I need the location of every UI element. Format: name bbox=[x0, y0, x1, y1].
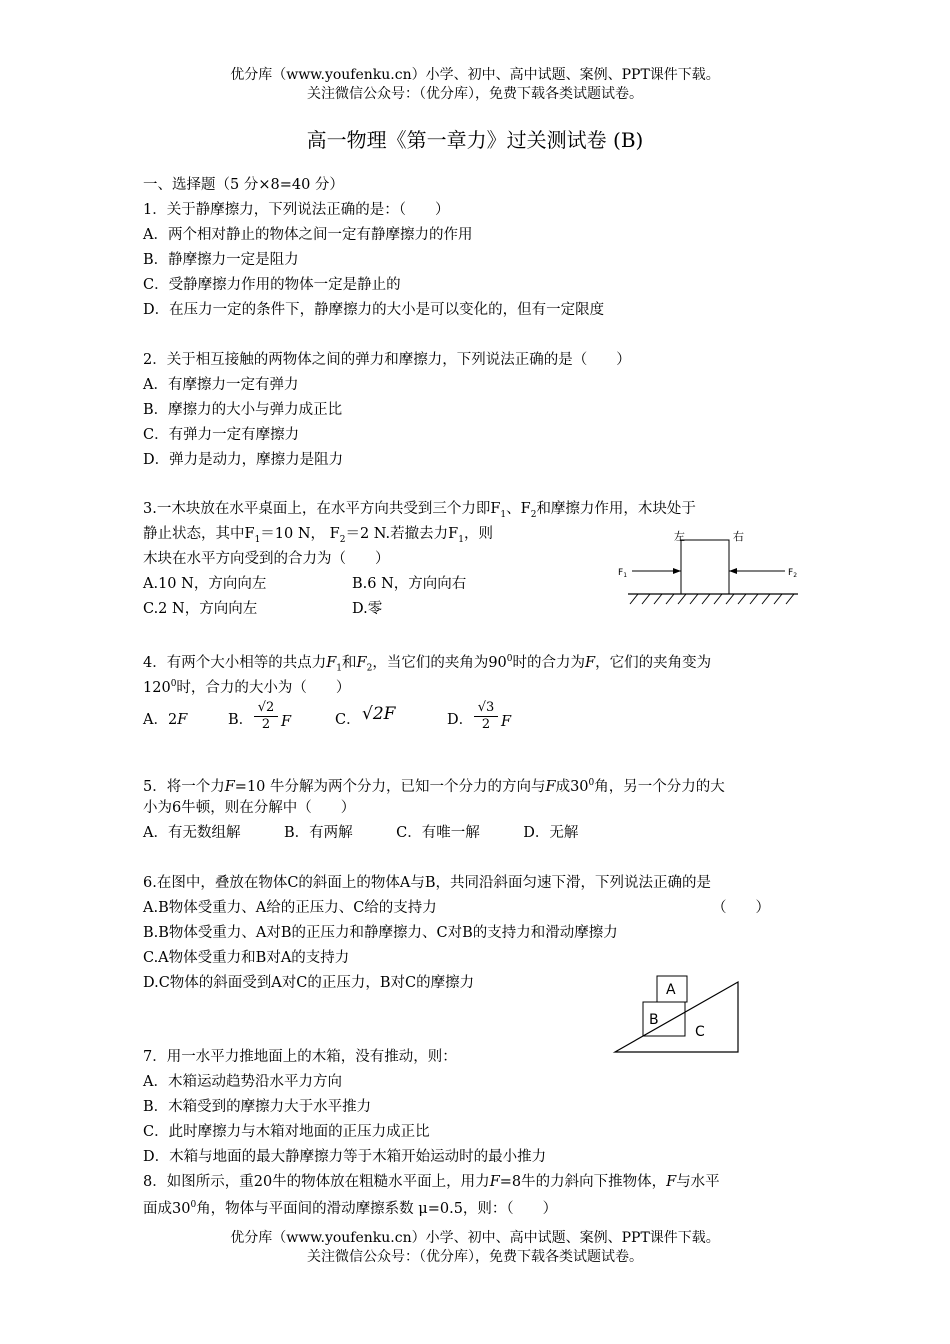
q6-incline-c bbox=[615, 982, 738, 1052]
q4-option-d-label: D． bbox=[447, 712, 474, 728]
q2-option-c: C．有弹力一定有摩擦力 bbox=[143, 427, 300, 443]
q6-stem: 6.在图中，叠放在物体C的斜面上的物体A与B，共同沿斜面匀速下滑，下列说法正确的是 bbox=[143, 875, 712, 891]
q3-f1-arrowhead bbox=[673, 568, 681, 574]
page-footer-line2: 关注微信公众号：（优分库），免费下载各类试题试卷。 bbox=[307, 1249, 643, 1265]
q3-figure-right-label: 右 bbox=[733, 530, 744, 543]
q4-stem-line1: 4．有两个大小相等的共点力$F_1$和$F_2$，当它们的夹角为$90^0$时的合力为F，它们的夹角变为 bbox=[143, 654, 712, 674]
q3-block-figure bbox=[610, 526, 810, 616]
q6-incline-figure bbox=[610, 972, 745, 1056]
page-header-line1: 优分库（www.youfenku.cn）小学、初中、高中试题、案例、PPT课件下载。 bbox=[230, 67, 720, 83]
q6-option-d: D.C物体的斜面受到A对C的正压力，B对C的摩擦力 bbox=[143, 975, 475, 991]
q3-stem-line1: 3.一木块放在水平桌面上，在水平方向共受到三个力即$F_1$、$F_2$和摩擦力作用，木块处于 bbox=[143, 501, 696, 520]
q1-option-a: A．两个相对静止的物体之间一定有静摩擦力的作用 bbox=[143, 227, 473, 243]
q4-option-c-expr: √2F bbox=[362, 704, 396, 724]
q8-stem-line2: 面成$30^0$角，物体与平面间的滑动摩擦系数 μ=0.5，则：（ ） bbox=[143, 1200, 558, 1217]
q4-option-b-label: B． bbox=[228, 712, 254, 728]
q6-label-b: B bbox=[649, 1012, 659, 1028]
q5-stem-line1: 5．将一个力F=10 牛分解为两个分力，已知一个分力的方向与F成$30^0$角，另一个分力的大 bbox=[143, 778, 725, 795]
q7-option-a: A．木箱运动趋势沿水平力方向 bbox=[143, 1074, 342, 1090]
svg-text:F1: $F_1$ bbox=[618, 568, 628, 579]
q7-stem: 7．用一水平力推地面上的木箱，没有推动，则： bbox=[143, 1049, 457, 1065]
q4-option-c-label: C． bbox=[335, 712, 361, 728]
q6-option-c: C.A物体受重力和B对A的支持力 bbox=[143, 950, 350, 966]
q4-option-d-fraction: √3 2 bbox=[474, 700, 498, 733]
q1-option-c: C．受静摩擦力作用的物体一定是静止的 bbox=[143, 277, 401, 293]
q4-option-b-fraction: √2 2 bbox=[254, 700, 278, 733]
q5-stem-line2: 小为6牛顿，则在分解中（ ） bbox=[143, 800, 356, 816]
q3-stem-line2: 静止状态，其中$F_1=10$ N， $F_2=2$ N.若撤去力$F_1$，则 bbox=[143, 526, 493, 545]
q4-option-b-var: F bbox=[281, 714, 292, 730]
q1-option-b: B．静摩擦力一定是阻力 bbox=[143, 252, 299, 268]
q3-option-c: C.2 N，方向向左 bbox=[143, 601, 258, 617]
q2-option-b: B．摩擦力的大小与弹力成正比 bbox=[143, 402, 343, 418]
q7-option-b: B．木箱受到的摩擦力大于水平推力 bbox=[143, 1099, 372, 1115]
q4-option-d-var: F bbox=[501, 714, 512, 730]
q1-stem: 1．关于静摩擦力，下列说法正确的是：（ ） bbox=[143, 202, 450, 218]
q3-f2-arrowhead bbox=[729, 568, 737, 574]
q6-answer-paren: （ ） bbox=[712, 900, 770, 916]
page-footer-line1: 优分库（www.youfenku.cn）小学、初中、高中试题、案例、PPT课件下载。 bbox=[230, 1230, 720, 1246]
q2-stem: 2．关于相互接触的两物体之间的弹力和摩擦力，下列说法正确的是（ ） bbox=[143, 352, 631, 368]
q8-stem-line1: 8．如图所示，重20牛的物体放在粗糙水平面上，用力F=8牛的力斜向下推物体，F与水平 bbox=[143, 1174, 720, 1190]
page-title: 高一物理《第一章力》过关测试卷 (B) bbox=[306, 128, 644, 152]
q7-option-d: D．木箱与地面的最大静摩擦力等于木箱开始运动时的最小推力 bbox=[143, 1149, 547, 1165]
q6-label-c: C bbox=[695, 1024, 705, 1040]
q5-options: A．有无数组解 B．有两解 C．有唯一解 D．无解 bbox=[143, 825, 579, 841]
q3-figure-left-label: 左 bbox=[674, 530, 685, 543]
q3-option-d: D.零 bbox=[352, 601, 383, 617]
q2-option-a: A．有摩擦力一定有弹力 bbox=[143, 377, 299, 393]
page-header-line2: 关注微信公众号：（优分库），免费下载各类试题试卷。 bbox=[307, 86, 643, 102]
section-heading: 一、选择题（5 分×8=40 分） bbox=[143, 177, 344, 193]
q2-option-d: D．弹力是动力，摩擦力是阻力 bbox=[143, 452, 344, 468]
q6-label-a: A bbox=[666, 982, 676, 998]
q1-option-d: D．在压力一定的条件下，静摩擦力的大小是可以变化的，但有一定限度 bbox=[143, 302, 605, 318]
q6-option-a: A.B物体受重力、A给的正压力、C给的支持力 bbox=[143, 900, 437, 916]
svg-text:F2: $F_2$ bbox=[788, 568, 798, 579]
q6-option-b: B.B物体受重力、A对B的正压力和静摩擦力、C对B的支持力和滑动摩擦力 bbox=[143, 925, 618, 941]
q4-option-a: A．2F bbox=[143, 712, 188, 728]
q3-option-a: A.10 N，方向向左 bbox=[143, 576, 267, 592]
q3-block bbox=[681, 540, 729, 594]
q3-option-b: B.6 N，方向向右 bbox=[352, 576, 467, 592]
q3-stem-line3: 木块在水平方向受到的合力为（ ） bbox=[143, 551, 390, 567]
q7-option-c: C．此时摩擦力与木箱对地面的正压力成正比 bbox=[143, 1124, 430, 1140]
q4-stem-line2: $120^0$时，合力的大小为（ ） bbox=[143, 679, 351, 696]
